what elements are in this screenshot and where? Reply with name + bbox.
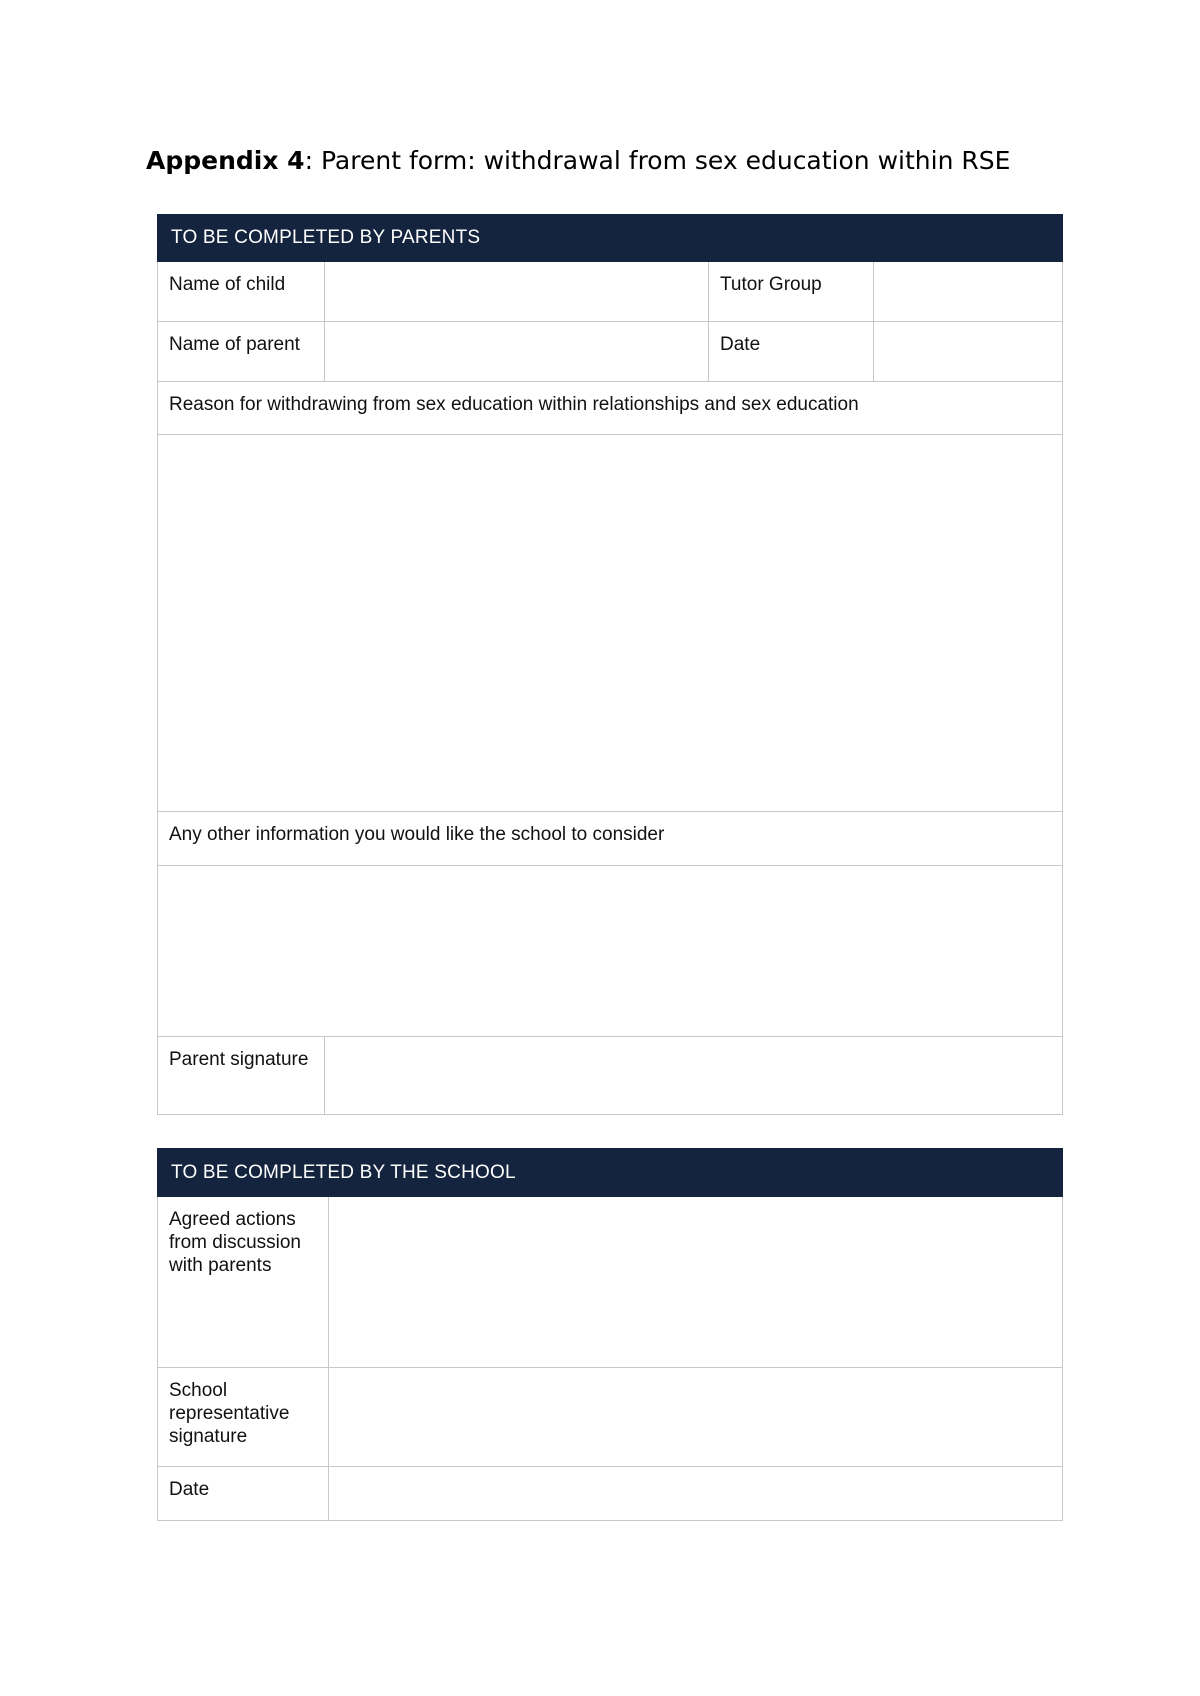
page-title bbox=[146, 146, 1010, 175]
name-of-child-label: Name of child bbox=[158, 262, 325, 322]
school-date-label: Date bbox=[158, 1467, 329, 1521]
page-title-text: : Parent form: withdrawal from sex education within RSE bbox=[304, 146, 1011, 175]
tutor-group-label: Tutor Group bbox=[709, 262, 874, 322]
page-title-appendix: Appendix 4 bbox=[146, 146, 305, 175]
parents-section-header: TO BE COMPLETED BY PARENTS bbox=[158, 215, 1063, 262]
other-info-label: Any other information you would like the school to consider bbox=[158, 812, 1063, 866]
reason-field[interactable] bbox=[158, 435, 1063, 812]
parent-signature-field[interactable] bbox=[325, 1037, 1063, 1115]
parent-signature-label: Parent signature bbox=[158, 1037, 325, 1115]
parent-date-label: Date bbox=[709, 322, 874, 382]
school-section-header: TO BE COMPLETED BY THE SCHOOL bbox=[158, 1149, 1063, 1197]
school-form-table bbox=[157, 1148, 1063, 1521]
school-date-field[interactable] bbox=[329, 1467, 1063, 1521]
tutor-group-field[interactable] bbox=[874, 262, 1063, 322]
parents-form-table bbox=[157, 214, 1063, 1115]
reason-label: Reason for withdrawing from sex education within relationships and sex education bbox=[158, 382, 1063, 435]
other-info-field[interactable] bbox=[158, 866, 1063, 1037]
name-of-child-field[interactable] bbox=[325, 262, 709, 322]
representative-signature-field[interactable] bbox=[329, 1368, 1063, 1467]
parent-date-field[interactable] bbox=[874, 322, 1063, 382]
agreed-actions-field[interactable] bbox=[329, 1197, 1063, 1368]
agreed-actions-label: Agreed actions from discussion with parents bbox=[158, 1197, 329, 1368]
name-of-parent-field[interactable] bbox=[325, 322, 709, 382]
name-of-parent-label: Name of parent bbox=[158, 322, 325, 382]
representative-signature-label: School representative signature bbox=[158, 1368, 329, 1467]
